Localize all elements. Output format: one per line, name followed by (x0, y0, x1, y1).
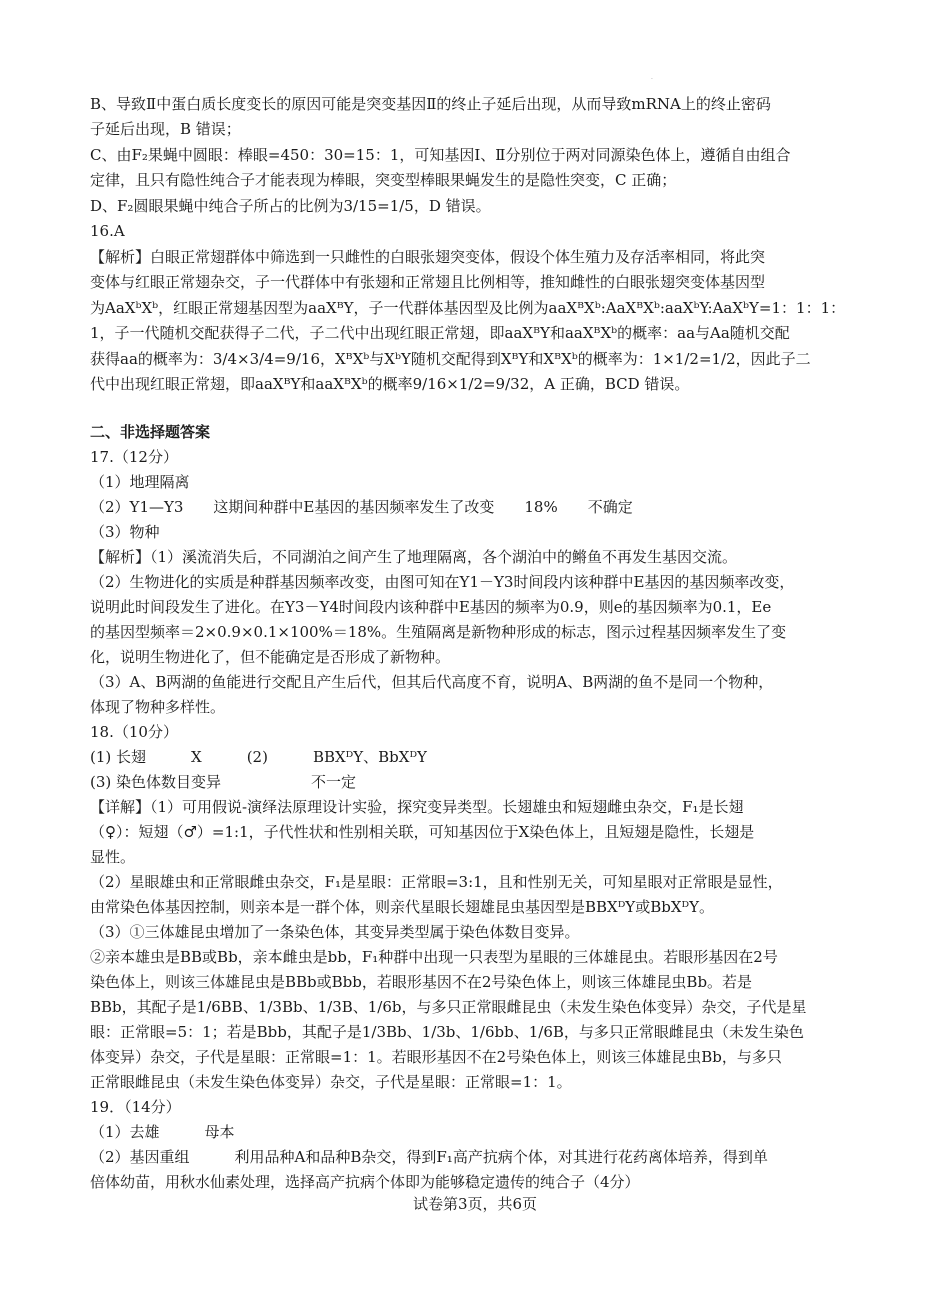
text-line: （1）去雄 母本 (90, 1123, 235, 1141)
text-line: （3）①三体雄昆虫增加了一条染色体，其变异类型属于染色体数目变异。 (90, 923, 580, 941)
text-line: （2）基因重组 利用品种A和品种B杂交，得到F₁高产抗病个体，对其进行花药离体培养，得到单 (90, 1148, 768, 1166)
text-line: 【详解】（1）可用假说-演绎法原理设计实验，探究变异类型。长翅雄虫和短翅雌虫杂交，F₁是长翅 (90, 798, 744, 816)
text-line: 说明此时间段发生了进化。在Y3－Y4时间段内该种群中E基因的频率为0.9，则e的基因频率为0.1，Ee (90, 598, 772, 616)
text-line: 为AaXᵇXᵇ，红眼正常翅基因型为aaXᴮY，子一代群体基因型及比例为aaXᴮXᵇ:AaXᴮXᵇ:aaXᵇY:AaXᵇY=1：1：1： (90, 299, 846, 317)
text-line: ②亲本雄虫是BB或Bb，亲本雌虫是bb，F₁种群中出现一只表型为星眼的三体雄昆虫。若眼形基因在2号 (90, 948, 778, 966)
section-heading: 二、非选择题答案 (90, 423, 211, 441)
text-line: 显性。 (90, 848, 136, 866)
text-line: 体现了物种多样性。 (90, 698, 226, 716)
text-line: 由常染色体基因控制，则亲本是一群个体，则亲代星眼长翅雄昆虫基因型是BBXᴰY或BbXᴰY。 (90, 898, 714, 916)
text-line: 倍体幼苗，用秋水仙素处理，选择高产抗病个体即为能够稳定遗传的纯合子（4分） (90, 1173, 640, 1191)
text-line: 代中出现红眼正常翅，即aaXᴮY和aaXᴮXᵇ的概率9/16×1/2=9/32，A 正确，BCD 错误。 (90, 375, 690, 393)
text-line: （1）地理隔离 (90, 473, 190, 491)
text-line: (3) 染色体数目变异 不一定 (90, 773, 357, 791)
page-footer: 试卷第3页，共6页 (412, 1195, 538, 1213)
text-line: 获得aa的概率为：3/4×3/4=9/16，XᴮXᵇ与XᵇY随机交配得到XᴮY和XᴮXᵇ的概率为：1×1/2=1/2，因此子二 (90, 350, 811, 368)
text-line: 化，说明生物进化了，但不能确定是否形成了新物种。 (90, 648, 451, 666)
text-line: （3）物种 (90, 523, 160, 541)
text-line: （♀）：短翅（♂）=1:1，子代性状和性别相关联，可知基因位于X染色体上，且短翅是隐性，长翅是 (90, 823, 755, 841)
text-line: （2）生物进化的实质是种群基因频率改变，由图可知在Y1－Y3时间段内该种群中E基因的基因频率改变， (90, 573, 795, 591)
question-number: 18.（10分） (90, 723, 178, 741)
text-line: （2）星眼雄虫和正常眼雌虫杂交，F₁是星眼：正常眼=3:1，且和性别无关，可知星眼对正常眼是显性， (90, 873, 783, 891)
text-line: 体变异）杂交，子代是星眼：正常眼=1：1。若眼形基因不在2号染色体上，则该三体雄昆虫Bb，与多只 (90, 1048, 782, 1066)
text-line: 染色体上，则该三体雄昆虫是BBb或Bbb，若眼形基因不在2号染色体上，则该三体雄昆虫Bb。若是 (90, 973, 753, 991)
text-line: （3）A、B两湖的鱼能进行交配且产生后代，但其后代高度不育，说明A、B两湖的鱼不是同一个物种， (90, 673, 774, 691)
text-line: BBb，其配子是1/6BB、1/3Bb、1/3B、1/6b，与多只正常眼雌昆虫（未发生染色体变异）杂交，子代是星 (90, 998, 807, 1016)
question-number: 17.（12分） (90, 448, 178, 466)
text-line: （2）Y1—Y3 这期间种群中E基因的基因频率发生了改变 18% 不确定 (90, 498, 633, 516)
text-line: 【解析】（1）溪流消失后，不同湖泊之间产生了地理隔离，各个湖泊中的鳉鱼不再发生基因交流。 (90, 548, 738, 566)
question-number: 16.A (90, 222, 125, 240)
text-line: 定律，且只有隐性纯合子才能表现为棒眼，突变型棒眼果蝇发生的是隐性突变，C 正确； (90, 171, 677, 189)
text-line: D、F₂圆眼果蝇中纯合子所占的比例为3/15=1/5，D 错误。 (90, 197, 491, 215)
question-number: 19．（14分） (90, 1098, 181, 1116)
text-line: 的基因型频率＝2×0.9×0.1×100%＝18%。生殖隔离是新物种形成的标志，图示过程基因频率发生了变 (90, 623, 787, 641)
text-line: (1) 长翅 X (2) BBXᴰY、BbXᴰY (90, 748, 427, 766)
text-line: 1，子一代随机交配获得子二代，子二代中出现红眼正常翅，即aaXᴮY和aaXᴮXᵇ的概率：aa与Aa随机交配 (90, 324, 790, 342)
text-line: B、导致Ⅱ中蛋白质长度变长的原因可能是突变基因Ⅱ的终止子延后出现，从而导致mRNA上的终止密码 (90, 95, 771, 113)
text-line: 变体与红眼正常翅杂交，子一代群体中有张翅和正常翅且比例相等，推知雌性的白眼张翅突变体基因型 (90, 273, 766, 291)
text-line: 【解析】白眼正常翅群体中筛选到一只雌性的白眼张翅突变体，假设个体生殖力及存活率相同，将此突 (90, 248, 766, 266)
text-line: 正常眼雌昆虫（未发生染色体变异）杂交，子代是星眼：正常眼=1：1。 (90, 1073, 572, 1091)
scan-mark: · (651, 76, 653, 83)
text-line: 子延后出现，B 错误； (90, 120, 241, 138)
text-line: C、由F₂果蝇中圆眼：棒眼=450：30=15：1，可知基因Ⅰ、Ⅱ分别位于两对同源染色体上，遵循自由组合 (90, 146, 791, 164)
text-line: 眼：正常眼=5：1；若是Bbb，其配子是1/3Bb、1/3b、1/6bb、1/6B，与多只正常眼雌昆虫（未发生染色 (90, 1023, 804, 1041)
